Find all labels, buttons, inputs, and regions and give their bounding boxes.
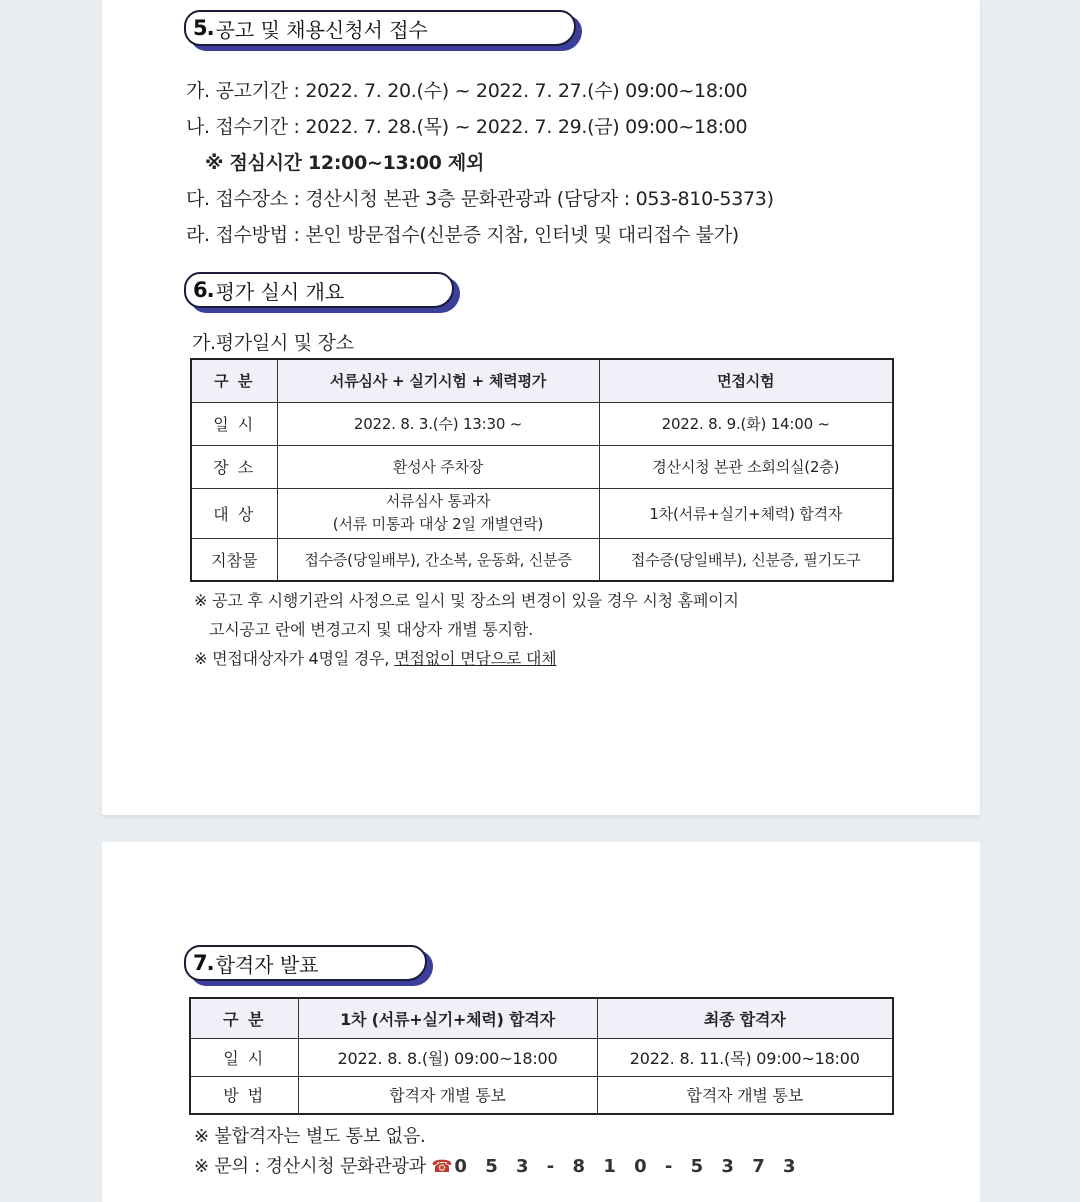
section-6-title: 평가 실시 개요 [215,279,345,304]
section-5-number: 5. [193,16,214,40]
evaluation-subheading: 가.평가일시 및 장소 [192,332,354,354]
application-method: 라. 접수방법 : 본인 방문접수(신분증 지참, 인터넷 및 대리접수 불가) [186,224,739,246]
section-7-heading [184,945,427,981]
cell-first-pass-datetime: 2022. 8. 8.(월) 09:00~18:00 [298,1038,597,1076]
row-label-method: 방 법 [190,1076,298,1114]
cell-final-pass-method: 합격자 개별 통보 [597,1076,893,1114]
cell-interview-items: 접수증(당일배부), 신분증, 필기도구 [599,538,893,581]
cell-interview-place: 경산시청 본관 소회의실(2층) [599,445,893,488]
header-category: 구 분 [190,998,298,1038]
change-notice-line2: 고시공고 란에 변경고지 및 대상자 개별 통지함. [209,620,534,639]
table-row [191,402,893,445]
section-5-heading [184,10,576,46]
row-label-items: 지참물 [191,538,277,581]
table-row [191,488,893,538]
table-header-row [191,359,893,402]
evaluation-schedule-table [190,358,894,582]
application-period: 나. 접수기간 : 2022. 7. 28.(목) ~ 2022. 7. 29.(금) 09:00~18:00 [186,116,748,138]
row-label-place: 장 소 [191,445,277,488]
application-place: 다. 접수장소 : 경산시청 본관 3층 문화관광과 (담당자 : 053-810-5373) [186,188,774,210]
cell-first-target-line1: 서류심사 통과자 [385,492,491,510]
cell-first-place: 환성사 주차장 [277,445,599,488]
row-label-target: 대 상 [191,488,277,538]
phone-icon: ☎ [431,1157,453,1177]
header-first-round: 서류심사 + 실기시험 + 체력평가 [277,359,599,402]
contact-phone-number: 0 5 3 - 8 1 0 - 5 3 7 3 [454,1156,802,1177]
cell-first-pass-method: 합격자 개별 통보 [298,1076,597,1114]
table-header-row [190,998,893,1038]
result-announcement-table [189,997,894,1115]
interview-notice [194,646,557,669]
contact-text: ※ 문의 : 경산시청 문화관광과 [194,1156,426,1177]
table-row [190,1038,893,1076]
cell-first-items: 접수증(당일배부), 간소복, 운동화, 신분증 [277,538,599,581]
table-row [191,538,893,581]
table-row [190,1076,893,1114]
interview-notice-underlined: 면접없이 면담으로 대체 [394,649,557,668]
section-6-number: 6. [193,278,214,302]
section-6-heading [184,272,454,308]
cell-final-pass-datetime: 2022. 8. 11.(목) 09:00~18:00 [597,1038,893,1076]
contact-line [194,1152,802,1178]
lunch-time-note: ※ 점심시간 12:00~13:00 제외 [205,152,485,174]
document-page-2 [102,842,980,1202]
table-row [191,445,893,488]
section-5-title: 공고 및 채용신청서 접수 [215,17,428,42]
cell-interview-datetime: 2022. 8. 9.(화) 14:00 ~ [599,402,893,445]
no-notice-for-failures: ※ 불합격자는 별도 통보 없음. [194,1126,426,1147]
row-label-datetime: 일 시 [190,1038,298,1076]
cell-first-target [277,488,599,538]
change-notice-line1: ※ 공고 후 시행기관의 사정으로 일시 및 장소의 변경이 있을 경우 시청 홈페이지 [194,591,739,610]
cell-interview-target: 1차(서류+실기+체력) 합격자 [599,488,893,538]
header-first-pass: 1차 (서류+실기+체력) 합격자 [298,998,597,1038]
section-7-title: 합격자 발표 [215,952,319,977]
header-interview: 면접시험 [599,359,893,402]
header-category: 구 분 [191,359,277,402]
cell-first-target-line2: (서류 미통과 대상 2일 개별연락) [332,515,544,533]
row-label-datetime: 일 시 [191,402,277,445]
section-7-number: 7. [193,951,214,975]
header-final-pass: 최종 합격자 [597,998,893,1038]
document-page-1 [102,0,980,815]
announcement-period: 가. 공고기간 : 2022. 7. 20.(수) ~ 2022. 7. 27.(수) 09:00~18:00 [186,80,748,102]
interview-notice-text: ※ 면접대상자가 4명일 경우, [194,649,395,668]
cell-first-datetime: 2022. 8. 3.(수) 13:30 ~ [277,402,599,445]
